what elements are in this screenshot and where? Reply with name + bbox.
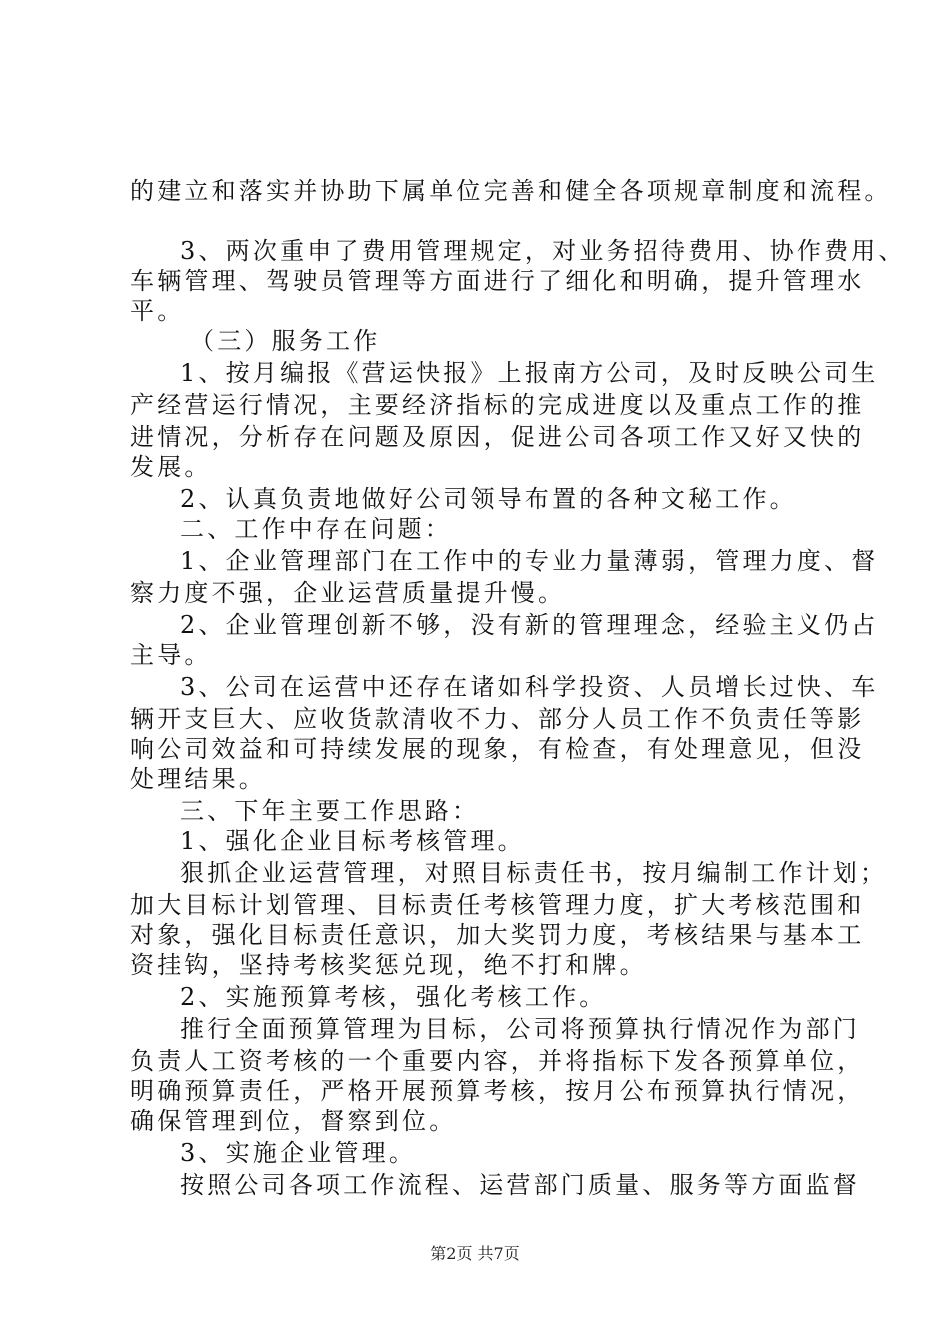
text-line: 3、实施企业管理。 — [180, 1139, 417, 1167]
text-line: 1、企业管理部门在工作中的专业力量薄弱，管理力度、督 — [180, 547, 879, 575]
page-number-footer: 第2页 共7页 — [430, 1244, 520, 1263]
text-line: 1、按月编报《营运快报》上报南方公司，及时反映公司生 — [180, 359, 879, 387]
text-line: 资挂钩，坚持考核奖惩兑现，绝不打和牌。 — [130, 951, 647, 979]
text-line: 的建立和落实并协助下属单位完善和健全各项规章制度和流程。 — [130, 177, 892, 205]
text-line: 推行全面预算管理为目标，公司将预算执行情况作为部门 — [180, 1015, 860, 1043]
text-line: 产经营运行情况，主要经济指标的完成进度以及重点工作的推 — [130, 391, 865, 419]
text-line: 2、企业管理创新不够，没有新的管理理念，经验主义仍占 — [180, 611, 879, 639]
text-line: 进情况，分析存在问题及原因，促进公司各项工作又好又快的 — [130, 423, 865, 451]
text-line: 确保管理到位，督察到位。 — [130, 1107, 457, 1135]
section-heading: （三）服务工作 — [190, 327, 381, 355]
text-line: 辆开支巨大、应收货款清收不力、部分人员工作不负责任等影 — [130, 705, 865, 733]
text-line: 明确预算责任，严格开展预算考核，按月公布预算执行情况， — [130, 1077, 865, 1105]
text-line: 3、两次重申了费用管理规定，对业务招待费用、协作费用、 — [180, 237, 906, 265]
text-line: 2、认真负责地做好公司领导布置的各种文秘工作。 — [180, 485, 797, 513]
text-line: 2、实施预算考核，强化考核工作。 — [180, 983, 607, 1011]
text-line: 加大目标计划管理、目标责任考核管理力度，扩大考核范围和 — [130, 891, 865, 919]
text-line: 按照公司各项工作流程、运营部门质量、服务等方面监督 — [180, 1171, 860, 1199]
text-line: 负责人工资考核的一个重要内容，并将指标下发各预算单位， — [130, 1047, 865, 1075]
text-line: 察力度不强，企业运营质量提升慢。 — [130, 579, 566, 607]
text-line: 处理结果。 — [130, 765, 266, 793]
text-line: 车辆管理、驾驶员管理等方面进行了细化和明确，提升管理水 — [130, 267, 865, 295]
text-line: 狠抓企业运营管理，对照目标责任书，按月编制工作计划； — [180, 859, 888, 887]
section-heading: 二、工作中存在问题： — [180, 515, 452, 543]
text-line: 发展。 — [130, 453, 212, 481]
text-line: 响公司效益和可持续发展的现象，有检查，有处理意见，但没 — [130, 735, 865, 763]
text-line: 1、强化企业目标考核管理。 — [180, 827, 525, 855]
text-line: 平。 — [130, 297, 185, 325]
section-heading: 三、下年主要工作思路： — [180, 797, 480, 825]
text-line: 主导。 — [130, 641, 212, 669]
text-line: 3、公司在运营中还存在诸如科学投资、人员增长过快、车 — [180, 673, 879, 701]
text-line: 对象，强化目标责任意识，加大奖罚力度，考核结果与基本工 — [130, 921, 865, 949]
